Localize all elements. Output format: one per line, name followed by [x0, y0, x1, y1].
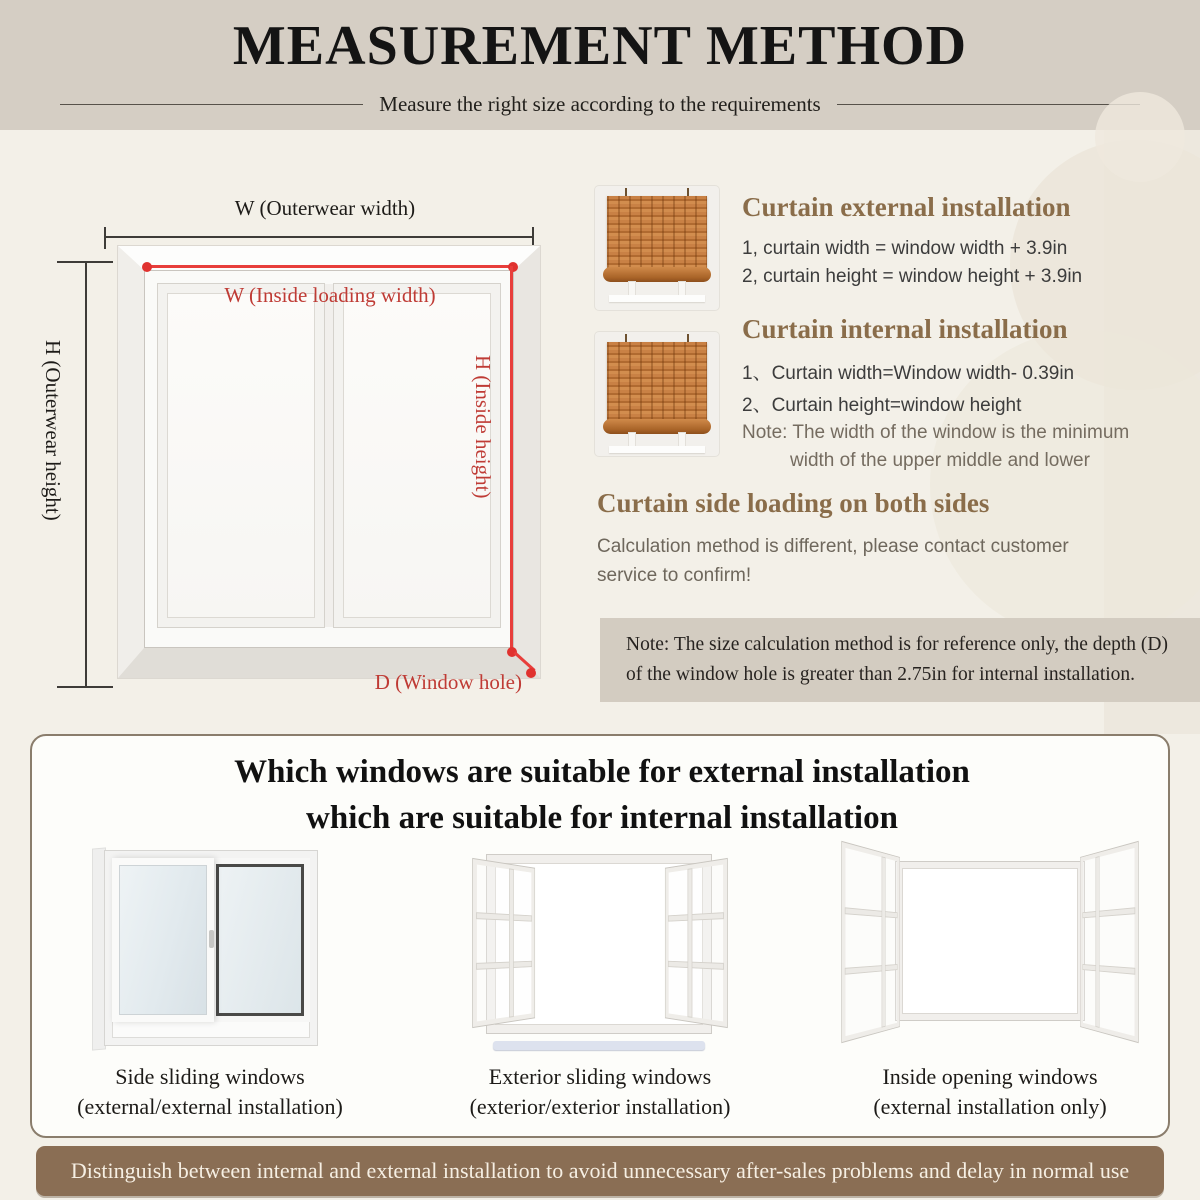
internal-note-line-1: Note: The width of the window is the minimum	[742, 422, 1130, 443]
external-rule-2: 2, curtain height = window height + 3.9in	[742, 266, 1083, 287]
casement-frame	[896, 862, 1084, 1020]
window-type-install: (exterior/exterior installation)	[469, 1094, 731, 1119]
curtain-hook	[687, 188, 689, 196]
internal-installation-heading: Curtain internal installation	[742, 314, 1068, 344]
curtain-roll	[603, 419, 711, 434]
grid-bar	[510, 869, 513, 1016]
caption-exterior-sliding	[435, 1062, 765, 1122]
grid-bar	[882, 857, 885, 1026]
window-pane-left	[158, 284, 324, 627]
outerwear-height-label: H (Outerwear height)	[41, 340, 65, 521]
window-frame-edge	[93, 848, 105, 1049]
glass-pane	[119, 865, 207, 1015]
window-sill	[615, 282, 699, 302]
suitability-title-line-1: Which windows are suitable for external installation	[234, 754, 970, 790]
grid-bar	[1083, 965, 1134, 974]
page-subtitle: Measure the right size according to the requirements	[379, 92, 821, 116]
bamboo-curtain	[607, 196, 707, 270]
external-rule-1: 1, curtain width = window width + 3.9in	[742, 238, 1068, 259]
window-hole-label: D (Window hole)	[374, 670, 522, 694]
grid-bar	[477, 913, 531, 920]
footer-banner	[36, 1146, 1164, 1196]
side-loading-heading: Curtain side loading on both sides	[597, 488, 990, 518]
grid-bar	[1083, 908, 1134, 917]
grid-bar	[1096, 857, 1099, 1027]
window-frame	[144, 270, 514, 648]
glass-pane	[216, 864, 304, 1016]
grid-bar	[845, 965, 896, 974]
internal-note-line-2: width of the upper middle and lower	[790, 450, 1090, 471]
dimension-line-left	[85, 262, 87, 688]
inside-opening-window-image	[838, 840, 1142, 1058]
grid-bar	[669, 961, 723, 968]
window-type-name: Exterior sliding windows	[488, 1064, 712, 1089]
window-type-name: Side sliding windows	[115, 1064, 305, 1089]
open-sash-right	[1081, 842, 1138, 1042]
outerwear-width-label: W (Outerwear width)	[234, 196, 416, 220]
grid-bar	[688, 869, 691, 1017]
sliding-window-frame	[105, 851, 317, 1045]
measure-dot	[142, 262, 152, 272]
internal-rule-2: 2、Curtain height=window height	[742, 395, 1022, 416]
curtain-hook	[625, 334, 627, 342]
window-sill	[615, 433, 699, 453]
dimension-tick	[104, 227, 106, 249]
side-loading-body: Calculation method is different, please contact customer service to confirm!	[597, 536, 1069, 586]
inside-loading-width-label: W (Inside loading width)	[224, 283, 436, 307]
curtain-hook	[687, 334, 689, 342]
external-installation-heading: Curtain external installation	[742, 192, 1071, 222]
sliding-sash-rear	[210, 858, 310, 1022]
curtain-roll	[603, 267, 711, 282]
suitability-title-line-2: which are suitable for internal installation	[306, 800, 898, 836]
subtitle-row	[60, 92, 1140, 117]
exterior-sliding-window-image	[455, 845, 745, 1057]
window-handle	[209, 930, 214, 948]
bamboo-curtain-image-external	[595, 186, 719, 310]
bamboo-curtain-image-internal	[595, 332, 719, 456]
inside-height-line	[510, 266, 513, 652]
window-type-install: (external/external installation)	[77, 1094, 343, 1119]
open-sash-left	[842, 842, 899, 1042]
inside-width-line	[146, 265, 514, 268]
grid-bar	[845, 908, 896, 917]
background-circle	[1095, 92, 1185, 182]
dimension-tick	[57, 261, 113, 263]
header	[0, 0, 1200, 130]
sill-bar	[609, 295, 705, 302]
dimension-line-top	[104, 236, 534, 238]
casement-sash-left	[473, 859, 534, 1027]
subtitle-rule-left	[60, 104, 363, 105]
sill-bar	[609, 446, 705, 453]
window-mullion	[324, 284, 334, 627]
footer-text: Distinguish between internal and external installation to avoid unnecessary after-sales problems and delay in normal use	[70, 1158, 1130, 1183]
page-title: MEASUREMENT METHOD	[232, 15, 968, 77]
grid-bar	[669, 913, 723, 920]
grid-bar	[477, 961, 531, 968]
window-type-name: Inside opening windows	[882, 1064, 1098, 1089]
side-sliding-window-image	[85, 845, 335, 1057]
curtain-hook	[625, 188, 627, 196]
caption-inside-opening	[825, 1062, 1155, 1122]
window-type-install: (external installation only)	[873, 1094, 1107, 1119]
window-sill	[493, 1041, 705, 1050]
bamboo-curtain	[607, 342, 707, 422]
subtitle-rule-right	[837, 104, 1140, 105]
caption-side-sliding	[55, 1062, 365, 1122]
note-box: Note: The size calculation method is for reference only, the depth (D) of the window hole is greater than 2.75in for internal installation.	[600, 618, 1200, 702]
inside-height-label: H (Inside height)	[471, 355, 495, 499]
measure-dot	[526, 668, 536, 678]
internal-rule-1: 1、Curtain width=Window width- 0.39in	[742, 363, 1075, 384]
dimension-tick	[57, 686, 113, 688]
sliding-sash-front	[112, 858, 214, 1022]
casement-sash-right	[666, 859, 727, 1027]
